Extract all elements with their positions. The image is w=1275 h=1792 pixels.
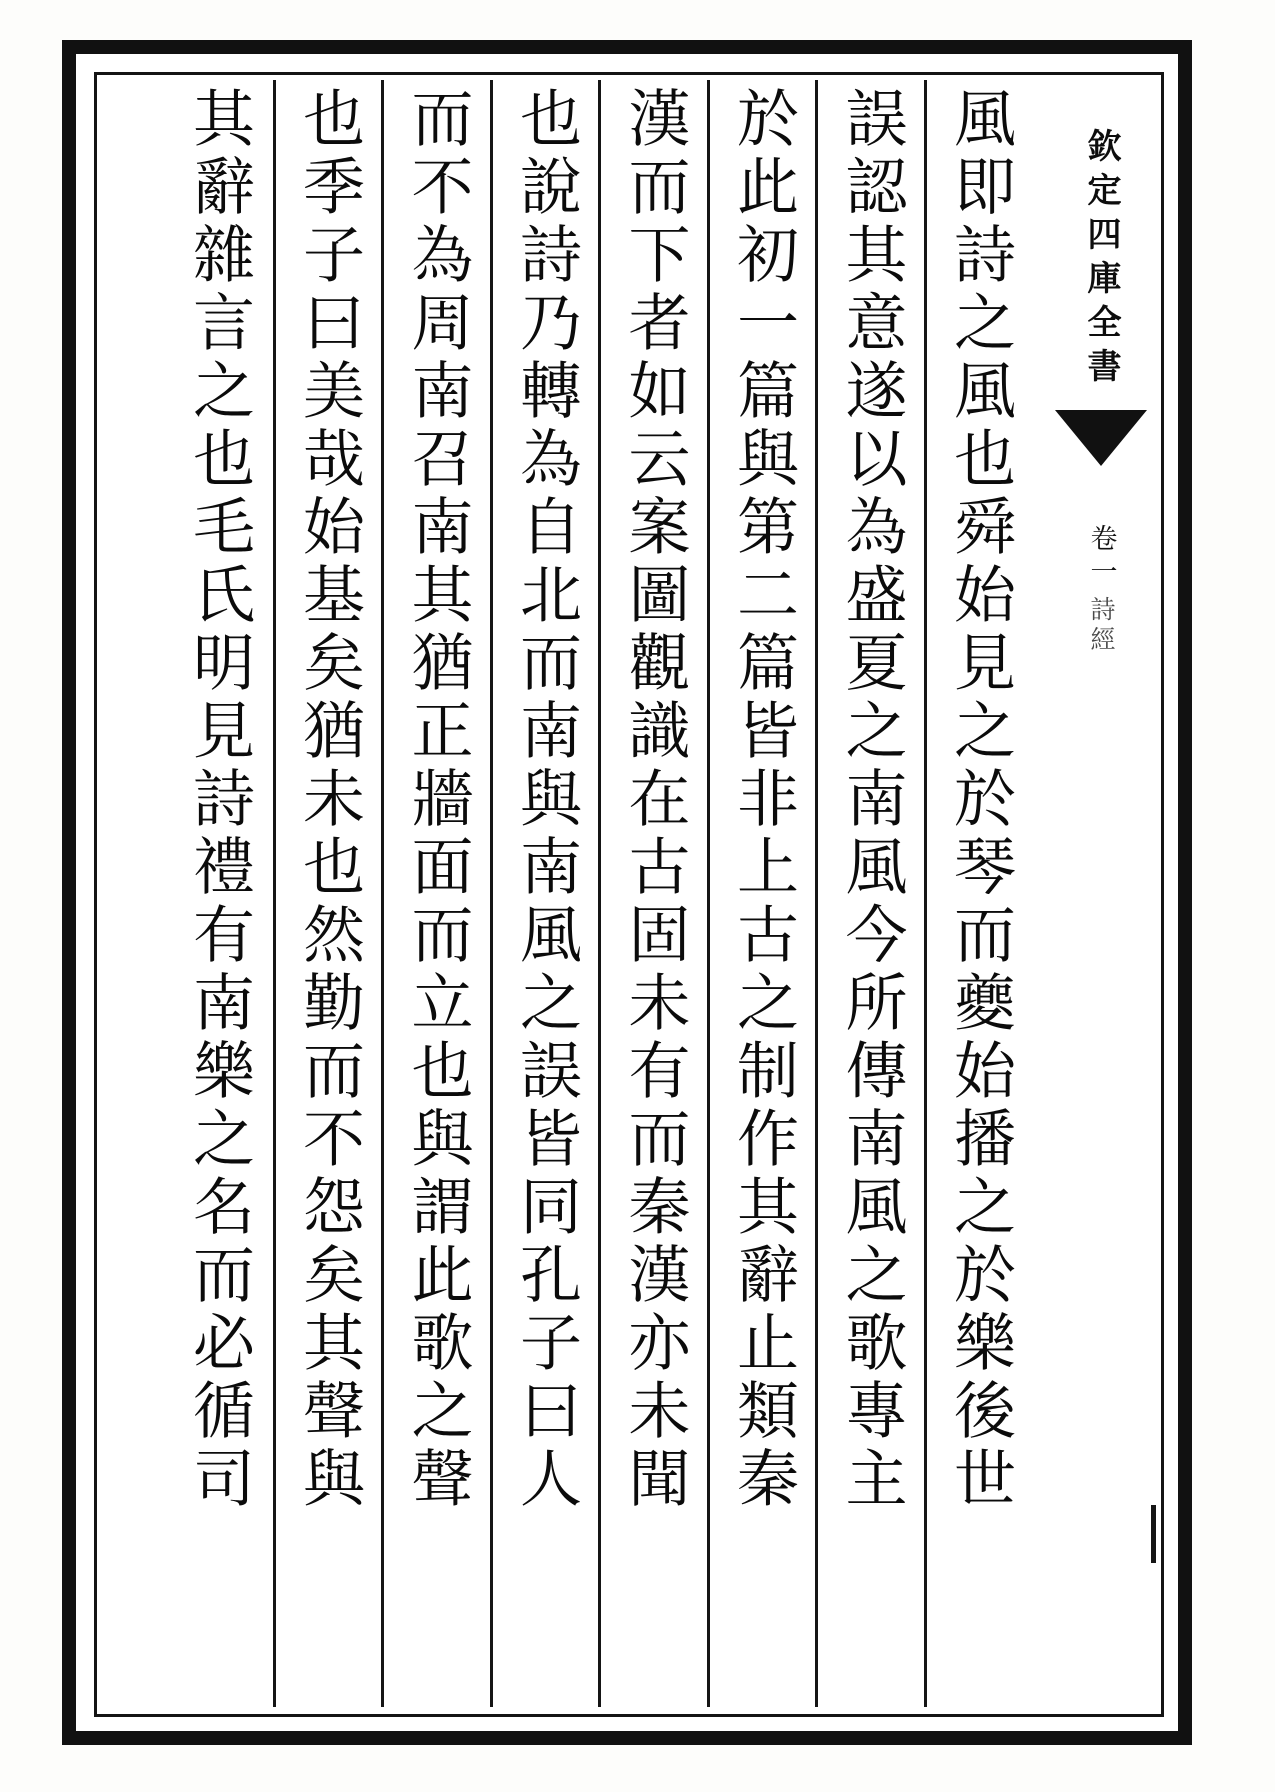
column-text: 風即詩之風也舜始見之於琴而夔始播之於樂後世 xyxy=(943,86,1017,1514)
column-text: 於此初一篇與第二篇皆非上古之制作其辭止類秦 xyxy=(726,86,800,1514)
woodblock-frame xyxy=(62,40,1192,1745)
text-column xyxy=(707,80,816,1707)
fish-tail-ornament xyxy=(1055,410,1147,466)
volume-label: 卷一 xyxy=(1085,524,1117,590)
text-column xyxy=(381,80,490,1707)
column-text: 誤認其意遂以為盛夏之南風今所傳南風之歌專主 xyxy=(835,86,909,1514)
book-title: 欽定四庫全書 xyxy=(1081,128,1122,392)
text-columns-area xyxy=(102,80,1032,1707)
margin-mark xyxy=(1125,1505,1156,1563)
text-column xyxy=(815,80,924,1707)
text-column xyxy=(490,80,599,1707)
column-text: 其辭雜言之也毛氏明見詩禮有南樂之名而必循司 xyxy=(182,86,256,1514)
text-column xyxy=(164,80,273,1707)
banner-column xyxy=(1042,76,1160,1713)
column-text: 也季子曰美哉始基矣猶未也然勤而不怨矣其聲與 xyxy=(292,86,366,1514)
column-text: 漢而下者如云案圖觀識在古固未有而秦漢亦未聞 xyxy=(618,86,692,1514)
text-column xyxy=(924,80,1033,1707)
text-column xyxy=(273,80,382,1707)
column-text: 而不為周南召南其猶正牆面而立也與謂此歌之聲 xyxy=(401,86,475,1514)
column-text: 也說詩乃轉為自北而南與南風之誤皆同孔子曰人 xyxy=(509,86,583,1514)
text-column xyxy=(598,80,707,1707)
section-label: 詩經 xyxy=(1087,596,1116,656)
